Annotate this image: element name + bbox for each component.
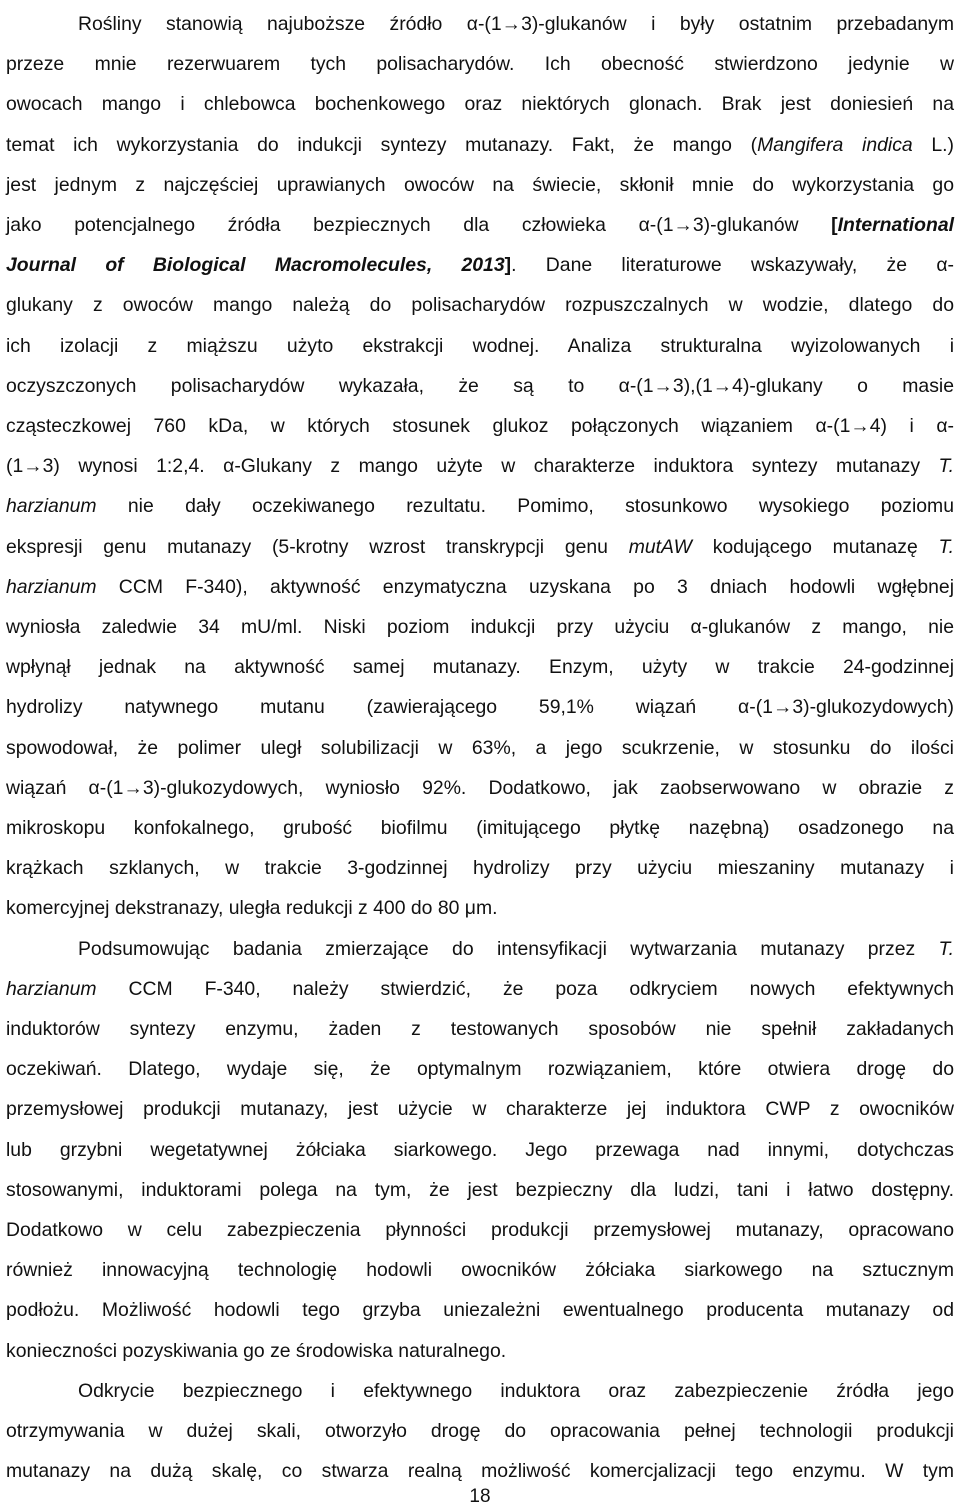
text-segment: Rośliny stanowią najuboższe źródło α-(1→3)-glukanów i były ostatnim przebadanym <box>78 13 954 35</box>
text-segment: jest jednym z najczęściej uprawianych owoców na świecie, skłonił mnie do wykorzystania go <box>6 173 954 196</box>
text-line <box>6 1178 954 1202</box>
text-segment: Journal of Biological Macromolecules, 2013 <box>6 254 505 277</box>
text-segment: owocach mango i chlebowca bochenkowego oraz niektórych glonach. Brak jest doniesień na <box>6 93 954 116</box>
text-segment: T. <box>938 535 954 558</box>
text-segment: jako potencjalnego źródła bezpiecznych dla człowieka α-(1→3)-glukanów <box>6 214 832 236</box>
text-segment: krążkach szklanych, w trakcie 3-godzinnej hydrolizy przy użyciu mieszaniny mutanazy i <box>6 857 954 880</box>
text-line <box>6 535 954 559</box>
text-line <box>6 92 954 116</box>
text-line <box>6 494 954 518</box>
text-segment: cząsteczkowej 760 kDa, w których stosunek glukoz połączonych wiązaniem α-(1→4) i α- <box>6 415 954 437</box>
text-line <box>6 1258 954 1282</box>
text-line <box>6 856 954 880</box>
text-segment: Mangifera indica <box>757 133 913 156</box>
text-line <box>6 776 954 800</box>
text-line <box>78 937 954 961</box>
text-segment: (1→3) wynosi 1:2,4. α-Glukany z mango użyte w charakterze induktora syntezy mutanazy <box>6 455 939 478</box>
text-line <box>6 374 954 398</box>
text-segment: [ <box>831 214 838 236</box>
text-line <box>6 655 954 679</box>
text-line <box>6 253 954 277</box>
text-segment: oczyszczonych polisacharydów wykazała, że są to α-(1→3),(1→4)-glukany o masie <box>6 374 954 397</box>
text-line <box>6 293 954 317</box>
text-line <box>6 454 954 478</box>
text-segment: komercyjnej dekstranazy, uległa redukcji z 400 do 80 μm. <box>6 897 498 920</box>
text-segment: lub grzybni wegetatywnej żółciaka siarkowego. Jego przewaga nad innymi, dotychczas <box>6 1138 954 1161</box>
text-segment: mikroskopu konfokalnego, grubość biofilmu (imitującego płytkę nazębną) osadzonego na <box>6 817 954 839</box>
text-segment: ich izolacji z miąższu użyto ekstrakcji wodnej. Analiza strukturalna wyizolowanych i <box>6 334 954 357</box>
text-segment: kodującego mutanazę <box>691 535 939 558</box>
text-line <box>6 133 954 157</box>
text-line <box>6 1419 954 1443</box>
text-segment: T. <box>938 937 954 960</box>
text-segment: Podsumowując badania zmierzające do intensyfikacji wytwarzania mutanazy przez <box>78 937 939 960</box>
text-segment: CCM F-340), aktywność enzymatyczna uzyskana po 3 dniach hodowli wgłębnej <box>96 575 954 598</box>
page-number: 18 <box>469 1486 491 1507</box>
text-line <box>78 12 954 36</box>
text-line <box>78 1379 954 1403</box>
text-line <box>6 334 954 358</box>
text-segment: mutAW <box>628 535 692 558</box>
text-line <box>6 52 954 76</box>
text-segment: hydrolizy natywnego mutanu (zawierającego 59,1% wiązań α-(1→3)-glukozydowych) <box>6 696 954 719</box>
text-line <box>6 1138 954 1162</box>
text-line <box>6 414 954 438</box>
text-segment: otrzymywania w dużej skali, otworzyło drogę do opracowania pełnej technologii produkcji <box>6 1420 954 1442</box>
text-line <box>6 1097 954 1121</box>
text-line <box>6 816 954 840</box>
text-line <box>6 1017 954 1041</box>
text-line <box>6 1339 954 1363</box>
text-segment: stosowanymi, induktorami polega na tym, że jest bezpieczny dla ludzi, tani i łatwo dostępny. <box>6 1178 954 1201</box>
text-segment: International <box>837 214 954 236</box>
text-segment: Dodatkowo w celu zabezpieczenia płynności produkcji przemysłowej mutanazy, opracowano <box>6 1219 954 1241</box>
text-segment: T. <box>938 455 954 478</box>
text-line <box>6 695 954 719</box>
text-segment: harzianum <box>6 575 97 598</box>
text-segment: wyniosła zaledwie 34 mU/ml. Niski poziom indukcji przy użyciu α-glukanów z mango, nie <box>6 616 954 638</box>
text-line <box>6 1459 954 1483</box>
text-segment: oczekiwań. Dlatego, wydaje się, że optymalnym rozwiązaniem, które otwiera drogę do <box>6 1058 954 1081</box>
text-line <box>6 896 954 920</box>
text-line <box>6 1298 954 1322</box>
text-segment: przeze mnie rezerwuarem tych polisacharydów. Ich obecność stwierdzono jedynie w <box>6 53 954 76</box>
text-segment: glukany z owoców mango należą do polisacharydów rozpuszczalnych w wodzie, dlatego do <box>6 294 954 317</box>
text-segment: wpłynął jednak na aktywność samej mutanazy. Enzym, użyty w trakcie 24-godzinnej <box>6 656 954 679</box>
text-segment: spowodował, że polimer uległ solubilizacji w 63%, a jego scukrzenie, w stosunku do ilości <box>6 736 954 759</box>
text-line <box>6 575 954 599</box>
text-segment: ] <box>504 254 512 277</box>
text-line <box>6 1218 954 1242</box>
text-segment: ekspresji genu mutanazy (5-krotny wzrost transkrypcji genu <box>6 535 629 558</box>
text-segment: wiązań α-(1→3)-glukozydowych, wyniosło 92%. Dodatkowo, jak zaobserwowano w obrazie z <box>6 776 954 799</box>
text-segment: przemysłowej produkcji mutanazy, jest użycie w charakterze jej induktora CWP z owocników <box>6 1098 954 1121</box>
text-line <box>6 615 954 639</box>
text-segment: podłożu. Możliwość hodowli tego grzyba uniezależni ewentualnego producenta mutanazy od <box>6 1299 954 1322</box>
text-segment: nie dały oczekiwanego rezultatu. Pomimo, stosunkowo wysokiego poziomu <box>96 495 954 518</box>
text-segment: CCM F-340, należy stwierdzić, że poza odkryciem nowych efektywnych <box>96 977 954 1000</box>
text-line <box>6 1057 954 1081</box>
text-segment: konieczności pozyskiwania go ze środowiska naturalnego. <box>6 1339 507 1362</box>
text-line <box>6 213 954 237</box>
text-segment: induktorów syntezy enzymu, żaden z testowanych sposobów nie spełnił zakładanych <box>6 1018 954 1040</box>
text-segment: Odkrycie bezpiecznego i efektywnego induktora oraz zabezpieczenie źródła jego <box>78 1379 954 1402</box>
text-segment: również innowacyjną technologię hodowli owocników żółciaka siarkowego na sztucznym <box>6 1259 954 1282</box>
text-segment: mutanazy na dużą skalę, co stwarza realną możliwość komercjalizacji tego enzymu. W tym <box>6 1460 954 1483</box>
text-segment: L.) <box>912 133 954 156</box>
text-segment: . Dane literaturowe wskazywały, że α- <box>511 254 954 277</box>
text-segment: temat ich wykorzystania do indukcji syntezy mutanazy. Fakt, że mango ( <box>6 133 758 156</box>
text-segment: harzianum <box>6 495 97 518</box>
text-segment: harzianum <box>6 977 97 1000</box>
text-line <box>6 977 954 1001</box>
text-line <box>6 173 954 197</box>
text-line <box>6 736 954 760</box>
